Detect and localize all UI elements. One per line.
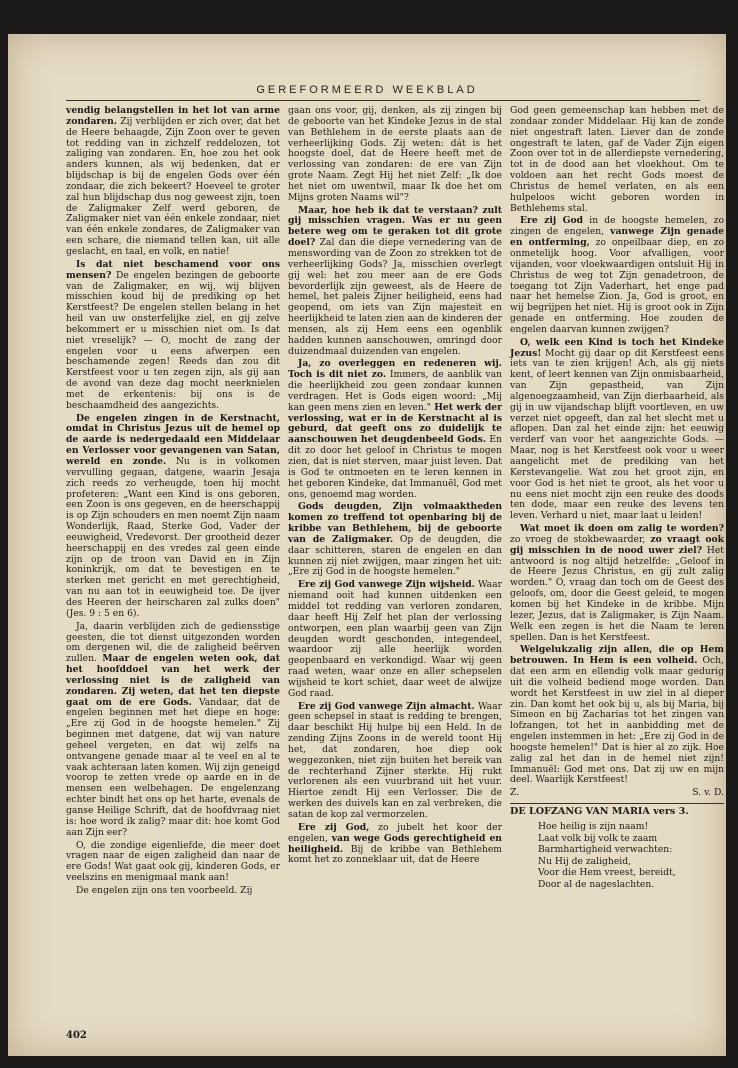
column-3: [510, 106, 724, 890]
column-1: [66, 106, 280, 899]
paragraph: God geen gemeenschap kan hebben met de zondaar zonder Middelaar. Hij kan de zonde niet ongestraft laten. Liever dan de zonde ongestraft te laten, gaf de Vader Zijn eigen Zoon over tot in de allerdiepste vernedering, tot in de dood aan het vloekhout. Om te voldoen aan het recht Gods moest de Christus de hemel verlaten, en als een hulpeloos wicht geboren worden in Bethlehems stal.: [510, 105, 724, 214]
paragraph: Maar, hoe heb ik dat te verstaan? zult gij misschien vragen. Was er nu geen betere weg om te geraken tot dit grote doel? Zal dan die diepe vernedering van de menswording van de Zoon zo strekken tot de verheerlijking Gods? Ja, misschien overlegt gij wel: het zou meer aan de ere Gods bevorderlijk zijn geweest, als de Heere de hemel, het paleis Zijner heiligheid, eens had geopend, om iets van Zijn majesteit en heerlijkheid te laten zien aan de kinderen der mensen, als zij Hem eens een ogenblik hadden kunnen aanschouwen, omringd door duizendmaal duizenden van engelen.: [288, 204, 502, 357]
paragraph: O, die zondige eigenliefde, die meer doet vragen naar de eigen zaligheid dan naar de ere Gods! Wat gaat ook gij, kinderen Gods, er veelszins en menigmaal mank aan!: [66, 839, 280, 884]
paragraph: Is dat niet beschamend voor ons mensen? De engelen bezingen de geboorte van de Zaligmaker, en wij, wij blijven misschien koud bij de prediking op het Kerstfeest? De engelen stellen belang in het heil van uw onsterfelijke ziel, en gij zelve bekommert er u misschien niet om. Is dat niet vreselijk? — O, mocht de zang der engelen voor u eens afwerpen een beschamende zegen! Reeds dan zou dit Kerstfeest voor u ten zegen zijn, als gij aan de avond van deze dag mocht neerknielen met de erkentenis: bij ons is de beschaamdheid des aangezichts.: [66, 258, 280, 411]
newspaper-page: [8, 34, 726, 1056]
paragraph: Ere zij God in de hoogste hemelen, zo zingen de engelen, vanwege Zijn genade en ontferming, zo onpeilbaar diep, en zo onmetelijk hoog. Voor afvalligen, voor vijanden, voor vloekwaardigen ontsluit Hij in Christus de weg tot Zijn genadetroon, de toegang tot Zijn Vaderhart, het enge pad naar het hemelse Zion. Ja, God is groot, en wij begrijpen het niet. Hij is groot ook in Zijn genade en ontferming. Hoe zouden de engelen daarvan kunnen zwijgen?: [510, 215, 725, 335]
poem-rule: [510, 803, 724, 804]
page-number: 402: [66, 1030, 87, 1041]
paragraph: Welgelukzalig zijn allen, die op Hem betrouwen. In Hem is een volheid. Och, dat een arm en ellendig volk maar gedurig uit die volheid bediend moge worden. Dan wordt het Kerstfeest in uw ziel in al dieper zin. Dan komt het ook bij u, als bij Maria, bij Simeon en bij Zacharias tot het zingen van lofzangen, tot het in aanbidding met de engelen instemmen in het: „Ere zij God in de hoogste hemelen!" Dat is hier al zo zijk. Hoe zalig zal het dan in de hemel niet zijn! Immanuël: God met ons. Dat zij uw en mijn deel. Waarlijk Kerstfeest!: [510, 644, 725, 786]
paragraph: Ja, daarin verblijden zich de gediensstige geesten, die tot dienst uitgezonden worden om dergenen wil, die de zaligheid beërven zullen. Maar de engelen weten ook, dat het hoofddoel van het werk der verlossing niet is de zaligheid van zondaren. Zij weten, dat het ten diepste gaat om de ere Gods. Vandaar, dat de engelen beginnen met het diepe en hoge: „Ere zij God in de hoogste hemelen." Zij beginnen met datgene, dat wij van nature geheel vergeten, en dat wij zelfs na ontvangene genade maar al te veel en al te vaak achteraan laten komen. Wij zijn geneigd vooroр te zetten vrede op aarde en in de mensen een welbehagen. De engelenzang echter bindt het ons op het harte, evenals de ganse Heilige Schrift, dat de hoofdvraag niet is: hoe word ik zalig? maar dit: hoe komt God aan Zijn eer?: [66, 620, 280, 838]
poem-line: Laat volk bij volk te zaam: [538, 832, 658, 844]
paragraph: De engelen zingen in de Kerstnacht, omdat in Christus Jezus uit de hemel op de aarde is nedergedaald een Middelaar en Verlosser voor gevangenen van Satan, wereld en zonde. Nu is in volkomen vervulling gegaan, datgene, waarin Jesaja zich reeds zo verheugde, toen hij mocht profeteren: „Want een Kind is ons geboren, een Zoon is ons gegeven, en de heerschappij is op Zijn schouders en men noemt Zijn naam Wonderlijk, Raad, Sterke God, Vader der eeuwigheid, Vredevorst. Der grootheid dezer heerschappij en des vredes zal geen einde zijn op de troon van David en in Zijn koninkrijk, om dat te bevestigen en te sterken met gericht en met gerechtigheid, van nu aan tot in eeuwigheid toe. De ijver des Heeren der heirscharen zal zulks doen" (Jes. 9 : 5 en 6).: [66, 412, 280, 619]
column-2: [288, 106, 502, 868]
paragraph: Ja, zo overleggen en redeneren wij. Toch is dit niet zo. Immers, de aanblik van die heerlijkheid zou geen zondaar kunnen verdragen. Het is Gods eigen woord: „Mij kan geen mens zien en leven." Het werk der verlossing, wat er in de Kerstnacht al is geburd, dat geeft ons zo duidelijk te aanschouwen het deugdenbeeld Gods. En dit zo door het geloof in Christus te mogen zien, dat is niet sterven, maar juist leven. Dat is God te ontmoeten en te leren kennen in het geboren Kindeke, dat Immanuël, God met ons, genoemd mag worden.: [288, 358, 502, 500]
paragraph: De engelen zijn ons ten voorbeeld. Zij: [76, 884, 253, 896]
signature: [510, 788, 724, 799]
paragraph: Ere zij God vanwege Zijn wijsheid. Waar niemand ooit had kunnen uitdenken een middel tot redding van verloren zondaren, daar heeft Hij Zelf het plan der verlossing ontworpen, een plan waarbij geen van Zijn deugden wordt geschonden, integendeel, waardoor zij alle heerlijk worden geopenbaard en verkondigd. Waar wij geen raad weten, waar onze en aller schepselen wijsheid te kort schiet, daar weet de alwijze God raad.: [288, 579, 502, 699]
paragraph: Wat moet ik doen om zalig te worden? zo vroeg de stokbewaarder, zo vraagt ook gij misschien in de nood uwer ziel? Het antwoord is nog altijd hetzelfde: „Geloof in de Heere Jezus Christus, en gij zult zalig worden." O, vraag dan toch om de Geest des geloofs, om, door die Geest geleid, te mogen komen bij het Kindeke in de kribbe. Mijn lezer, Jezus, dat is Zaligmaker, is Zijn Naam. Welk een zegen is het die Naam te leren spellen. Dan is het Kerstfeest.: [510, 523, 725, 643]
header-rule: [66, 100, 700, 101]
poem-line: Hoe heilig is zijn naam!: [538, 821, 649, 832]
signature-left: Z.: [510, 787, 520, 799]
paragraph: Ere zij God, zo jubelt het koor der engelen, van wege Gods gerechtigheid en heiligheid. Bij de kribbe van Bethlehem komt het zo zonneklaar uit, dat de Heere: [288, 821, 502, 866]
paragraph: gaan ons voor, gij, denken, als zij zingen bij de geboorte van het Kindeke Jezus in de stal van Bethlehem in de eerste plaats aan de verheerlijking Gods. Zij weten: dát is het hoogste doel, dat de Heere heeft met de verlossing van zondaren: de ere van Zijn grote Naam. Zegt Hij het niet Zelf: „Ik doe het niet om uwentwil, maar Ik doe het om Mijns groten Naams wil"?: [288, 105, 502, 203]
poem-line: Voor die Hem vreest, bereidt,: [538, 867, 676, 878]
poem-line: Barmhartigheid verwachten:: [538, 844, 673, 855]
page-header: GEREFORMEERD WEEKBLAD: [256, 84, 478, 96]
poem-title: DE LOFZANG VAN MARIA vers 3.: [510, 806, 689, 818]
poem-line: Nu Hij de zaligheid,: [538, 855, 632, 867]
paragraph: O, welk een Kind is toch het Kindeke Jezus! Mocht gij daar op dit Kerstfeest eens iets van te zien krijgen! Ach, als gij niets kent, of leert kennen van Zijn onmisbaarheid, van Zijn gepastheid, van Zijn algenoegzaamheid, van Zijn dierbaarheid, als gij in uw vijandschap blijft voortleven, en uw verzet niet opgeeft, dan zal het slecht met u aflopen. Dan zal het einde zijn: het eeuwig verderf van voor het aangezichte Gods. — Maar, nog is het Kerstfeest ook voor u weer aangelicht met de prediking van het Kerstevangelie. Wat zou het groot zijn, en voor God is het niet te groot, als het voor u nu eens niet mocht zijn een reuke des doods ten dode, maar een reuke des levens ten leven. Verhard u niet, maar laat u leiden!: [510, 336, 724, 522]
poem-line: Door al de nageslachten.: [538, 878, 655, 890]
signature-right: S. v. D.: [692, 787, 724, 799]
paragraph: Gods deugden, Zijn volmaaktheden komen zo treffend tot openbaring bij de kribbe van Bethlehem, bij de geboorte van de Zaligmaker. Op de deugden, die daar schitteren, staren de engelen en dan kunnen zij niet zwijgen, maar zingen het uit: „Ere zij God in de hoogste hemelen.": [288, 501, 502, 578]
paragraph: Ere zij God vanwege Zijn almacht. Waar geen schepsel in staat is redding te brengen, daar beschikt Hij hulpe bij een Held. In de zending Zijns Zoons in de wereld toont Hij het, dat zondaren, hoe diep ook weggezonken, niet zijn buiten het bereik van de rechterhand Zijner sterkte. Hij rukt verlorenen als een vuurbrand uit het vuur. Hiertoe zendt Hij een Verlosser. Die de werken des duivels kan en zal verbreken, die satan de kop zal vermorzelen.: [288, 700, 502, 820]
paragraph: vendig belangstellen in het lot van arme zondaren. Zij verblijden er zich over, dat het de Heere behaagde, Zijn Zoon over te geven tot redding van in zichzelf reddelozen, tot zaliging van zondaren. En, hoe zou het ook anders kunnen, als wij bedenken, dat er blijdschap is bij de engelen Gods over één zondaar, die zich bekeert? Hoeveel te groter zal hun blijdschap dus nog geweest zijn, toen de Zaligmaker Zelf werd geboren, de Zaligmaker niet van één enkele zondaar, niet van één enkele zondares, de Zaligmaker van een schare, die niemand tellen kan, uit alle geslacht, en taal, en volk, en natie!: [66, 105, 280, 257]
